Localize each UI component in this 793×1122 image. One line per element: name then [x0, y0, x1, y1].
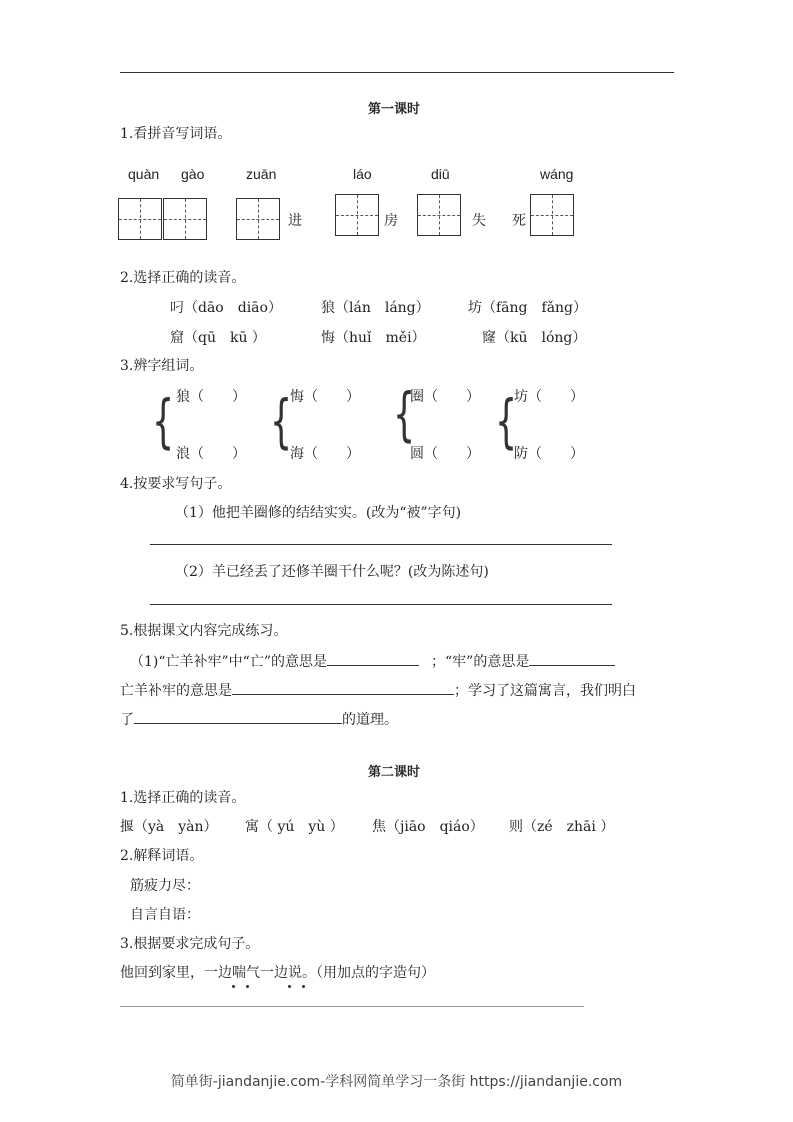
- fill-blank[interactable]: [134, 708, 342, 724]
- char-shi: 失: [472, 213, 486, 229]
- char-grid-box[interactable]: [417, 194, 461, 236]
- footer-watermark: 简单街-jiandanjie.com-学科网简单学习一条街 https://jiandanjie.com: [170, 1074, 623, 1090]
- q3-heading: 3.辨字组词。: [120, 358, 204, 374]
- char-grid-box[interactable]: [236, 198, 280, 240]
- reading-option: 窟（qū kū ）: [170, 330, 266, 346]
- reading-option: 揠（yà yàn）: [120, 819, 218, 835]
- reading-option: 则（zé zhāi ）: [509, 819, 615, 835]
- reading-option: 窿（kū lóng）: [482, 330, 587, 346]
- word-pair-top: 坊（ ）: [514, 389, 584, 405]
- char-grid-box[interactable]: [530, 194, 574, 236]
- l2-q2-heading: 2.解释词语。: [120, 848, 204, 864]
- fill-blank[interactable]: [232, 679, 454, 695]
- q4-heading: 4.按要求写句子。: [120, 476, 232, 492]
- reading-option: 悔（huǐ měi）: [321, 330, 426, 346]
- q2-heading: 2.选择正确的读音。: [120, 270, 246, 286]
- idiom-jinpilijin: 筋疲力尽：: [130, 878, 200, 894]
- answer-line[interactable]: [120, 1006, 584, 1007]
- brace-icon: {: [495, 387, 518, 455]
- q5-line1: [130, 650, 615, 671]
- reading-option: 叼（dāo diāo）: [170, 300, 282, 316]
- emphasis-dot: [246, 985, 249, 988]
- q5-line2-text-b: ；学习了这篇寓言，我们明白: [454, 683, 636, 699]
- char-si: 死: [512, 213, 526, 229]
- pinyin-wang: wáng: [540, 166, 574, 182]
- idiom-ziyanziyu: 自言自语：: [130, 907, 200, 923]
- l2-q1-heading: 1.选择正确的读音。: [120, 790, 246, 806]
- emphasis-dot: [232, 985, 235, 988]
- char-grid-box[interactable]: [118, 198, 162, 240]
- lesson2-title: 第二课时: [368, 765, 421, 780]
- reading-option: 坊（fāng fǎng）: [468, 300, 588, 316]
- q5-line1-text-a: （1)“亡羊补牢”中“亡”的意思是: [130, 654, 327, 670]
- fill-blank[interactable]: [529, 650, 615, 666]
- header-rule: [120, 72, 674, 73]
- word-pair-top: 悔（ ）: [290, 389, 360, 405]
- pinyin-quan: quàn: [128, 166, 160, 182]
- reading-option: 焦（jiāo qiáo）: [372, 819, 484, 835]
- q5-line3-text-b: 的道理。: [342, 712, 398, 728]
- l2-q3-sentence: 他回到家里，一边喘气一边说。（用加点的字造句）: [120, 965, 435, 981]
- char-grid-box[interactable]: [163, 198, 207, 240]
- char-jin: 进: [288, 213, 302, 229]
- q5-line1-text-b: ；“牢”的意思是: [431, 654, 530, 670]
- char-grid-box[interactable]: [335, 194, 379, 236]
- word-pair-bottom: 海（ ）: [290, 446, 360, 462]
- brace-icon: {: [270, 387, 293, 455]
- q5-line3-text-a: 了: [120, 712, 134, 728]
- word-pair-top: 狼（ ）: [176, 389, 246, 405]
- q5-line2: [120, 679, 636, 700]
- reading-option: 寓（ yú yù ）: [245, 819, 344, 835]
- reading-option: 狼（lán láng）: [321, 300, 430, 316]
- pinyin-diu: diū: [431, 166, 450, 182]
- lesson1-title: 第一课时: [368, 102, 421, 117]
- word-pair-bottom: 浪（ ）: [176, 446, 246, 462]
- emphasis-dot: [288, 985, 291, 988]
- answer-line[interactable]: [150, 544, 612, 545]
- l2-q3-heading: 3.根据要求完成句子。: [120, 936, 260, 952]
- q4-item2: （2）羊已经丢了还修羊圈干什么呢？(改为陈述句): [175, 564, 489, 580]
- answer-line[interactable]: [150, 604, 612, 605]
- word-pair-bottom: 圆（ ）: [410, 446, 480, 462]
- q4-item1: （1）他把羊圈修的结结实实。(改为“被”字句): [175, 505, 462, 521]
- q5-line2-text-a: 亡羊补牢的意思是: [120, 683, 232, 699]
- q5-heading: 5.根据课文内容完成练习。: [120, 623, 288, 639]
- q1-heading: 1.看拼音写词语。: [120, 126, 232, 142]
- char-fang: 房: [384, 213, 398, 229]
- word-pair-top: 圈（ ）: [410, 389, 480, 405]
- word-pair-bottom: 防（ ）: [514, 446, 584, 462]
- pinyin-gao: gào: [181, 166, 205, 182]
- pinyin-lao: láo: [353, 166, 372, 182]
- brace-icon: {: [152, 387, 175, 455]
- brace-icon: {: [393, 380, 416, 448]
- emphasis-dot: [302, 985, 305, 988]
- pinyin-zuan: zuān: [246, 166, 277, 182]
- fill-blank[interactable]: [327, 650, 419, 666]
- q5-line3: [120, 708, 398, 729]
